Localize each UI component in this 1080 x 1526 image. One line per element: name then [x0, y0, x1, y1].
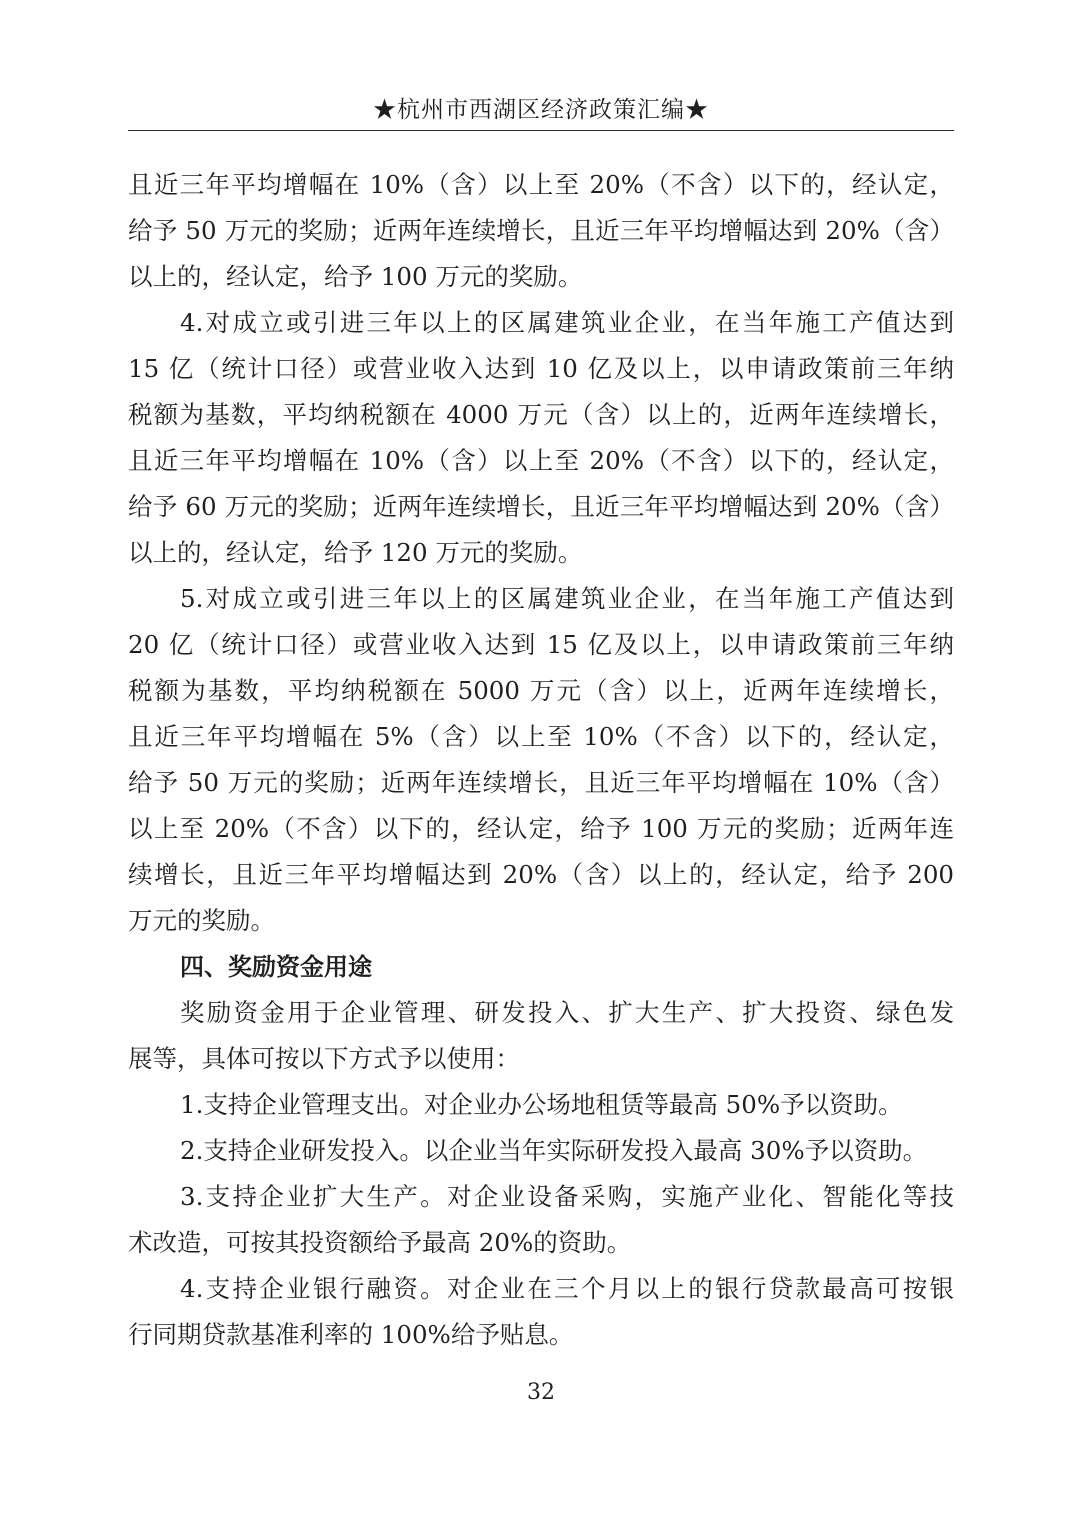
list-item-1: 1.支持企业管理支出。对企业办公场地租赁等最高 50%予以资助。 — [180, 1090, 903, 1119]
text-line: 税额为基数，平均纳税额在 4000 万元（含）以上的，近两年连续增长， — [128, 400, 954, 429]
paragraph-funding-start: 奖励资金用于企业管理、研发投入、扩大生产、扩大投资、绿色发 — [180, 998, 954, 1027]
text-line: 给予 50 万元的奖励；近两年连续增长，且近三年平均增幅在 10%（含） — [128, 768, 954, 797]
header-divider — [128, 130, 954, 131]
document-body — [128, 162, 954, 1358]
list-item-4: 4.支持企业银行融资。对企业在三个月以上的银行贷款最高可按银 — [180, 1274, 954, 1303]
section-heading: 四、奖励资金用途 — [180, 953, 372, 981]
paragraph-item-5-start: 5.对成立或引进三年以上的区属建筑业企业，在当年施工产值达到 — [180, 584, 954, 613]
page-number: 32 — [527, 1380, 555, 1405]
list-item-2: 2.支持企业研发投入。以企业当年实际研发投入最高 30%予以资助。 — [180, 1136, 928, 1165]
text-line: 术改造，可按其投资额给予最高 20%的资助。 — [128, 1228, 632, 1257]
running-header: ★杭州市西湖区经济政策汇编★ — [373, 97, 709, 123]
text-line: 给予 60 万元的奖励；近两年连续增长，且近三年平均增幅达到 20%（含） — [128, 492, 954, 521]
text-line: 20 亿（统计口径）或营业收入达到 15 亿及以上，以申请政策前三年纳 — [128, 630, 954, 659]
text-line: 以上的，经认定，给予 100 万元的奖励。 — [128, 262, 583, 291]
text-line: 以上至 20%（不含）以下的，经认定，给予 100 万元的奖励；近两年连 — [128, 814, 954, 843]
text-line: 且近三年平均增幅在 10%（含）以上至 20%（不含）以下的，经认定， — [128, 170, 954, 199]
text-line: 15 亿（统计口径）或营业收入达到 10 亿及以上，以申请政策前三年纳 — [128, 354, 954, 383]
text-line: 万元的奖励。 — [128, 906, 275, 935]
text-line: 且近三年平均增幅在 5%（含）以上至 10%（不含）以下的，经认定， — [128, 722, 954, 751]
text-line: 以上的，经认定，给予 120 万元的奖励。 — [128, 538, 583, 567]
paragraph-item-4-start: 4.对成立或引进三年以上的区属建筑业企业，在当年施工产值达到 — [180, 308, 954, 337]
list-item-3: 3.支持企业扩大生产。对企业设备采购，实施产业化、智能化等技 — [180, 1182, 954, 1211]
text-line: 且近三年平均增幅在 10%（含）以上至 20%（不含）以下的，经认定， — [128, 446, 954, 475]
text-line: 展等，具体可按以下方式予以使用： — [128, 1044, 520, 1073]
text-line: 给予 50 万元的奖励；近两年连续增长，且近三年平均增幅达到 20%（含） — [128, 216, 954, 245]
text-line: 行同期贷款基准利率的 100%给予贴息。 — [128, 1320, 574, 1349]
text-line: 续增长，且近三年平均增幅达到 20%（含）以上的，经认定，给予 200 — [128, 860, 954, 889]
text-line: 税额为基数，平均纳税额在 5000 万元（含）以上，近两年连续增长， — [128, 676, 954, 705]
